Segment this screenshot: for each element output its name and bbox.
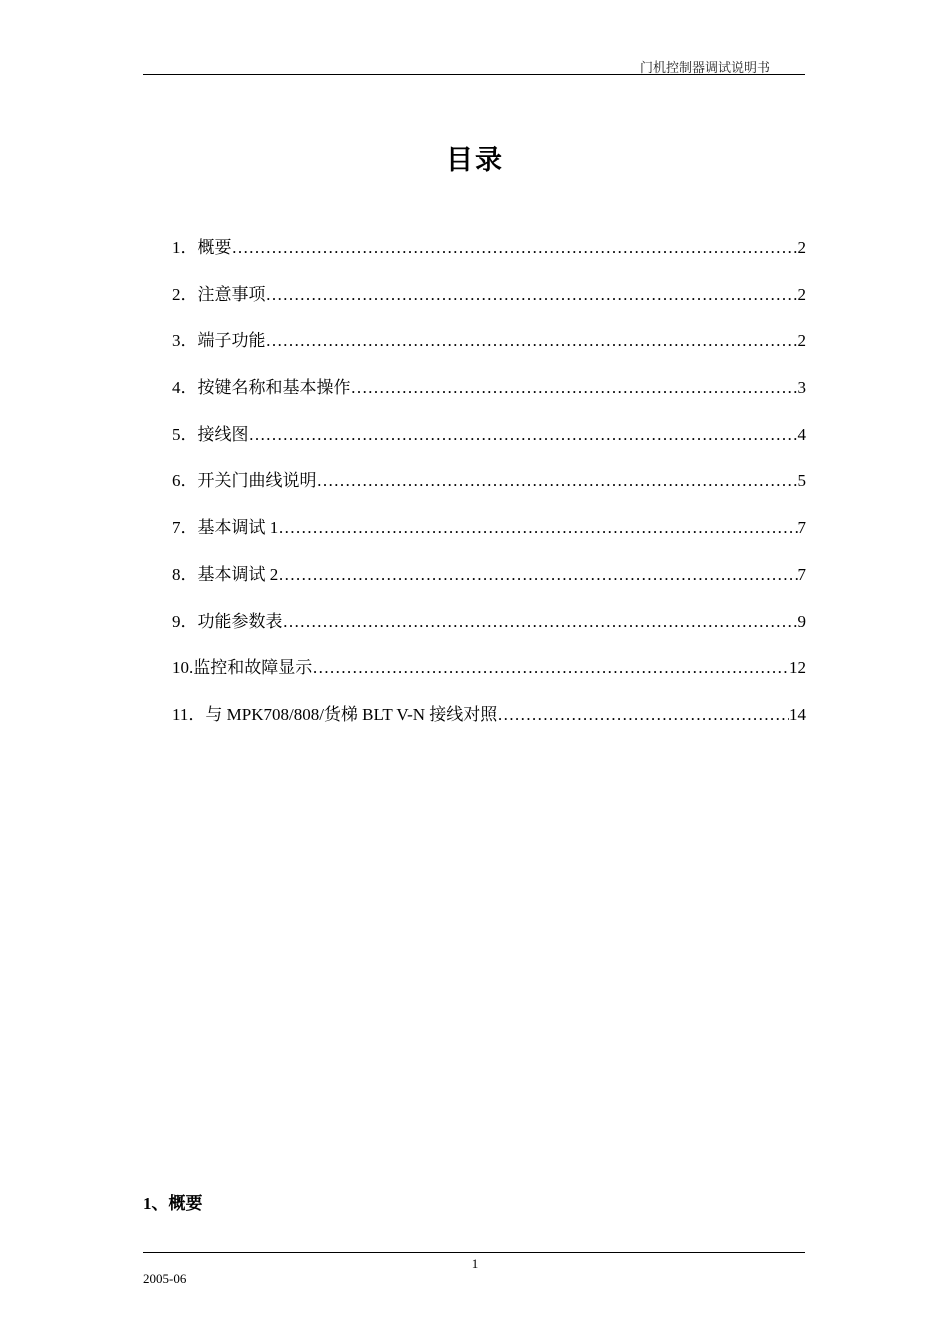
page-title: 目录 xyxy=(446,145,504,175)
toc-entry-number: 10. xyxy=(172,658,194,678)
toc-leader-dots xyxy=(497,703,789,727)
toc-entry-page: 7 xyxy=(797,518,806,538)
toc-leader-dots xyxy=(351,376,798,400)
toc-entry-3[interactable] xyxy=(172,329,806,376)
toc-entry-label: 按键名称和基本操作 xyxy=(197,378,351,398)
toc-entry-page: 2 xyxy=(797,284,806,304)
toc-entry-number: 6． xyxy=(172,471,198,491)
toc-leader-dots xyxy=(317,469,798,493)
toc-leader-dots xyxy=(232,236,798,260)
toc-entry-label: 概要 xyxy=(197,238,232,257)
toc-leader-dots xyxy=(278,516,797,540)
toc-entry-page: 4 xyxy=(797,424,806,444)
toc-entry-label: 基本调试 1 xyxy=(197,518,279,538)
toc-entry-page: 5 xyxy=(797,471,806,491)
toc-entry-1[interactable] xyxy=(172,236,806,283)
toc-entry-number: 5． xyxy=(172,424,198,444)
toc-entry-page: 14 xyxy=(789,704,806,724)
toc-entry-label: 基本调试 2 xyxy=(197,564,279,584)
toc-leader-dots xyxy=(312,656,789,680)
toc-entry-label: 功能参数表 xyxy=(197,611,283,631)
header-rule xyxy=(143,74,805,75)
toc-entry-page: 9 xyxy=(797,611,806,631)
toc-leader-dots xyxy=(278,563,797,587)
toc-entry-number: 1． xyxy=(172,238,198,257)
toc-entry-number: 4． xyxy=(172,378,198,398)
toc-entry-label: 端子功能 xyxy=(197,331,266,351)
toc-entry-label: 注意事项 xyxy=(197,284,266,304)
toc-entry-6[interactable] xyxy=(172,469,806,516)
toc-entry-page: 7 xyxy=(797,564,806,584)
toc-entry-page: 3 xyxy=(797,378,806,398)
toc-entry-number: 9． xyxy=(172,611,198,631)
toc-entry-number: 8． xyxy=(172,564,198,584)
toc-leader-dots xyxy=(283,610,798,634)
toc-entry-label: 监控和故障显示 xyxy=(193,658,313,678)
toc-entry-9[interactable] xyxy=(172,610,806,657)
footer-date: 2005-06 xyxy=(143,1271,187,1286)
toc-entry-11[interactable] xyxy=(172,703,806,750)
toc-entry-page: 2 xyxy=(797,238,806,257)
toc-leader-dots xyxy=(266,329,798,353)
toc-entry-page: 2 xyxy=(797,331,806,351)
toc-entry-10[interactable] xyxy=(172,656,806,703)
toc-entry-number: 7． xyxy=(172,518,198,538)
header-doc-title: 门机控制器调试说明书 xyxy=(639,60,770,75)
toc-entry-5[interactable] xyxy=(172,423,806,470)
toc-entry-number: 3． xyxy=(172,331,198,351)
toc-entry-8[interactable] xyxy=(172,563,806,610)
toc-leader-dots xyxy=(266,283,798,307)
table-of-contents xyxy=(172,236,806,750)
section-heading: 1、概要 xyxy=(143,1194,203,1213)
toc-entry-label: 开关门曲线说明 xyxy=(197,471,317,491)
toc-entry-number: 2． xyxy=(172,284,198,304)
toc-entry-4[interactable] xyxy=(172,376,806,423)
toc-entry-7[interactable] xyxy=(172,516,806,563)
toc-entry-page: 12 xyxy=(789,658,806,678)
toc-entry-2[interactable] xyxy=(172,283,806,330)
toc-entry-number: 11． xyxy=(172,704,206,724)
toc-leader-dots xyxy=(249,423,798,447)
toc-entry-label: 与 MPK708/808/货梯 BLT V-N 接线对照 xyxy=(205,704,498,724)
footer-rule xyxy=(143,1252,805,1253)
page-number: 1 xyxy=(471,1256,479,1271)
toc-entry-label: 接线图 xyxy=(197,424,249,444)
